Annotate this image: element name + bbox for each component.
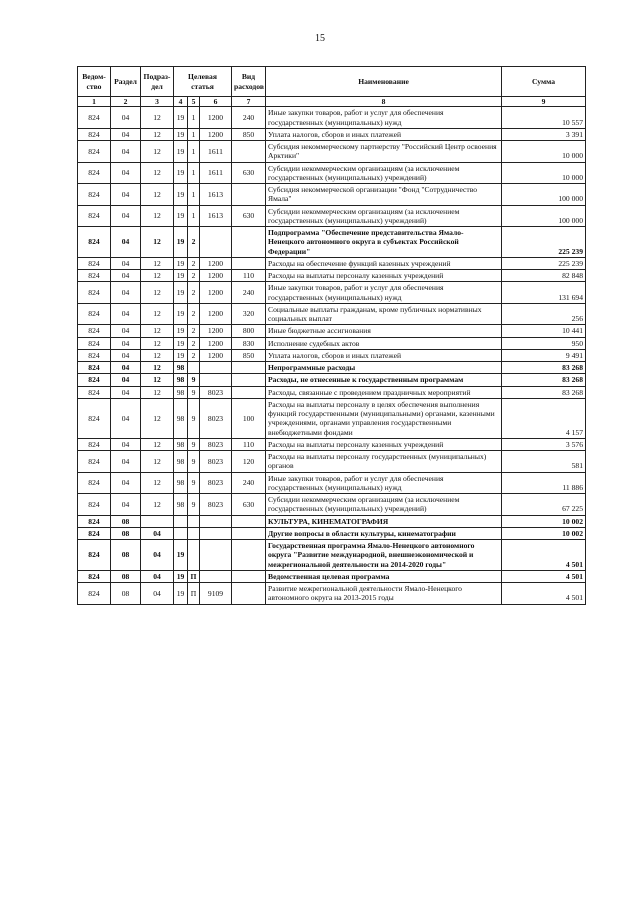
cell-podrazdel: 12 <box>141 162 174 184</box>
col-num-3: 3 <box>141 97 174 107</box>
cell-celevaya-3: 1611 <box>200 141 232 163</box>
cell-celevaya-2 <box>188 540 200 571</box>
cell-vedom: 824 <box>78 570 111 582</box>
cell-celevaya-2: 1 <box>188 141 200 163</box>
table-row <box>78 257 586 269</box>
cell-celevaya-1: 19 <box>174 583 188 605</box>
cell-vedom: 824 <box>78 451 111 473</box>
cell-celevaya-1: 19 <box>174 162 188 184</box>
table-row <box>78 494 586 516</box>
cell-celevaya-2: 9 <box>188 472 200 494</box>
table-row <box>78 349 586 361</box>
col-num-4: 4 <box>174 97 188 107</box>
cell-vedom: 824 <box>78 374 111 386</box>
cell-celevaya-2: 2 <box>188 282 200 304</box>
cell-celevaya-3: 8023 <box>200 398 232 438</box>
cell-vedom: 824 <box>78 162 111 184</box>
table-row <box>78 386 586 398</box>
cell-vid <box>232 570 266 582</box>
cell-razdel: 04 <box>111 282 141 304</box>
cell-name: Субсидии некоммерческим организациям (за исключением государственных (муниципальных) учреждений) <box>266 162 502 184</box>
col-num-1: 1 <box>78 97 111 107</box>
cell-podrazdel: 12 <box>141 349 174 361</box>
cell-podrazdel: 12 <box>141 398 174 438</box>
cell-vedom: 824 <box>78 337 111 349</box>
cell-podrazdel: 04 <box>141 583 174 605</box>
cell-razdel: 04 <box>111 303 141 325</box>
cell-vedom: 824 <box>78 270 111 282</box>
cell-sum: 4 501 <box>502 570 586 582</box>
cell-razdel: 08 <box>111 540 141 571</box>
cell-razdel: 04 <box>111 386 141 398</box>
cell-celevaya-2: 2 <box>188 257 200 269</box>
cell-vedom: 824 <box>78 515 111 527</box>
cell-celevaya-1: 19 <box>174 128 188 140</box>
cell-podrazdel: 12 <box>141 107 174 129</box>
table-row <box>78 398 586 438</box>
cell-celevaya-3: 8023 <box>200 451 232 473</box>
table-row <box>78 472 586 494</box>
cell-vedom: 824 <box>78 282 111 304</box>
cell-name: Уплата налогов, сборов и иных платежей <box>266 349 502 361</box>
cell-celevaya-1: 98 <box>174 472 188 494</box>
cell-celevaya-1: 98 <box>174 386 188 398</box>
cell-celevaya-2: 9 <box>188 438 200 450</box>
cell-razdel: 08 <box>111 527 141 539</box>
cell-name: Субсидия некоммерческой организации "Фонд "Сотрудничество Ямала" <box>266 184 502 206</box>
cell-celevaya-1: 19 <box>174 540 188 571</box>
cell-vedom: 824 <box>78 184 111 206</box>
cell-sum: 100 000 <box>502 184 586 206</box>
cell-celevaya-1: 98 <box>174 374 188 386</box>
cell-podrazdel: 12 <box>141 141 174 163</box>
cell-name: Иные бюджетные ассигнования <box>266 325 502 337</box>
table-row <box>78 362 586 374</box>
cell-podrazdel: 12 <box>141 472 174 494</box>
cell-sum: 67 225 <box>502 494 586 516</box>
cell-vedom: 824 <box>78 583 111 605</box>
cell-razdel: 04 <box>111 128 141 140</box>
table-row <box>78 128 586 140</box>
cell-vedom: 824 <box>78 527 111 539</box>
cell-vid: 110 <box>232 438 266 450</box>
cell-celevaya-1: 19 <box>174 337 188 349</box>
cell-sum: 100 000 <box>502 205 586 227</box>
cell-celevaya-2: 9 <box>188 494 200 516</box>
cell-name: КУЛЬТУРА, КИНЕМАТОГРАФИЯ <box>266 515 502 527</box>
cell-podrazdel: 12 <box>141 325 174 337</box>
cell-celevaya-1: 19 <box>174 205 188 227</box>
cell-sum: 10 002 <box>502 527 586 539</box>
cell-vid <box>232 362 266 374</box>
cell-celevaya-2: 2 <box>188 303 200 325</box>
cell-vedom: 824 <box>78 128 111 140</box>
cell-razdel: 04 <box>111 451 141 473</box>
cell-razdel: 04 <box>111 472 141 494</box>
col-num-7: 7 <box>232 97 266 107</box>
header-vedom: Ведом-ство <box>78 67 111 97</box>
cell-celevaya-3: 1200 <box>200 107 232 129</box>
table-row <box>78 438 586 450</box>
cell-vedom: 824 <box>78 303 111 325</box>
cell-vid: 320 <box>232 303 266 325</box>
cell-celevaya-2: 2 <box>188 227 200 258</box>
cell-sum: 131 694 <box>502 282 586 304</box>
cell-vid <box>232 141 266 163</box>
cell-celevaya-1: 19 <box>174 141 188 163</box>
cell-sum: 3 576 <box>502 438 586 450</box>
cell-podrazdel: 12 <box>141 227 174 258</box>
cell-vedom: 824 <box>78 325 111 337</box>
cell-vid: 630 <box>232 494 266 516</box>
cell-sum: 225 239 <box>502 257 586 269</box>
cell-name: Расходы на выплаты персоналу казенных учреждений <box>266 438 502 450</box>
cell-celevaya-1 <box>174 515 188 527</box>
cell-celevaya-2: 9 <box>188 398 200 438</box>
cell-name: Расходы, связанные с проведением праздничных мероприятий <box>266 386 502 398</box>
col-num-8: 8 <box>266 97 502 107</box>
cell-celevaya-3: 1200 <box>200 128 232 140</box>
cell-celevaya-2 <box>188 362 200 374</box>
cell-podrazdel: 12 <box>141 438 174 450</box>
cell-celevaya-3: 8023 <box>200 386 232 398</box>
cell-celevaya-2: 9 <box>188 451 200 473</box>
cell-name: Субсидии некоммерческим организациям (за исключением государственных (муниципальных) учреждений) <box>266 205 502 227</box>
cell-celevaya-2: П <box>188 570 200 582</box>
table-row <box>78 583 586 605</box>
cell-razdel: 04 <box>111 362 141 374</box>
cell-celevaya-3: 8023 <box>200 494 232 516</box>
cell-razdel: 04 <box>111 438 141 450</box>
header-celevaya: Целевая статья <box>174 67 232 97</box>
cell-podrazdel: 12 <box>141 282 174 304</box>
column-number-row <box>78 97 586 107</box>
table-row <box>78 227 586 258</box>
header-razdel: Раздел <box>111 67 141 97</box>
cell-podrazdel: 12 <box>141 270 174 282</box>
cell-vedom: 824 <box>78 227 111 258</box>
cell-podrazdel: 04 <box>141 570 174 582</box>
cell-name: Подпрограмма "Обеспечение представительства Ямало-Ненецкого автономного округа в субъектах Российской Федерации" <box>266 227 502 258</box>
cell-vid: 850 <box>232 128 266 140</box>
cell-sum: 225 239 <box>502 227 586 258</box>
page-number: 15 <box>315 33 325 44</box>
cell-celevaya-3: 1200 <box>200 325 232 337</box>
cell-celevaya-2: 9 <box>188 386 200 398</box>
cell-sum: 3 391 <box>502 128 586 140</box>
cell-razdel: 04 <box>111 398 141 438</box>
cell-name: Расходы на выплаты персоналу в целях обеспечения выполнения функций государственными (муниципальными) органами, казенными учреждениями, органами управления государственными внебюджетными фондами <box>266 398 502 438</box>
cell-sum: 10 557 <box>502 107 586 129</box>
cell-celevaya-3: 1611 <box>200 162 232 184</box>
cell-celevaya-1: 98 <box>174 438 188 450</box>
cell-vedom: 824 <box>78 205 111 227</box>
table-row <box>78 374 586 386</box>
cell-razdel: 04 <box>111 141 141 163</box>
table-row <box>78 270 586 282</box>
table-row <box>78 515 586 527</box>
cell-sum: 83 268 <box>502 386 586 398</box>
cell-celevaya-3: 1200 <box>200 282 232 304</box>
table-row <box>78 451 586 473</box>
cell-name: Уплата налогов, сборов и иных платежей <box>266 128 502 140</box>
cell-sum: 11 886 <box>502 472 586 494</box>
cell-celevaya-1: 98 <box>174 398 188 438</box>
cell-celevaya-2: 1 <box>188 205 200 227</box>
cell-celevaya-3 <box>200 515 232 527</box>
cell-vedom: 824 <box>78 362 111 374</box>
cell-celevaya-1 <box>174 527 188 539</box>
cell-podrazdel: 12 <box>141 451 174 473</box>
header-row <box>78 67 586 97</box>
cell-sum: 4 501 <box>502 583 586 605</box>
cell-celevaya-1: 19 <box>174 282 188 304</box>
cell-celevaya-3 <box>200 527 232 539</box>
cell-name: Государственная программа Ямало-Ненецкого автономного округа "Развитие международной, внешнеэкономической и межрегиональной деятельности на 2014-2020 годы" <box>266 540 502 571</box>
cell-sum: 10 000 <box>502 162 586 184</box>
cell-name: Развитие межрегиональной деятельности Ямало-Ненецкого автономного округа на 2013-2015 годы <box>266 583 502 605</box>
cell-sum: 4 157 <box>502 398 586 438</box>
cell-celevaya-3: 1200 <box>200 257 232 269</box>
cell-vid: 100 <box>232 398 266 438</box>
cell-razdel: 04 <box>111 374 141 386</box>
cell-sum: 10 002 <box>502 515 586 527</box>
cell-sum: 950 <box>502 337 586 349</box>
cell-celevaya-3: 8023 <box>200 438 232 450</box>
cell-vid <box>232 540 266 571</box>
cell-name: Расходы, не отнесенные к государственным программам <box>266 374 502 386</box>
header-podrazdel: Подраз-дел <box>141 67 174 97</box>
cell-celevaya-1: 98 <box>174 494 188 516</box>
cell-vid: 120 <box>232 451 266 473</box>
cell-celevaya-3: 1200 <box>200 270 232 282</box>
col-num-9: 9 <box>502 97 586 107</box>
cell-celevaya-1: 19 <box>174 227 188 258</box>
cell-name: Иные закупки товаров, работ и услуг для обеспечения государственных (муниципальных) нужд <box>266 472 502 494</box>
cell-celevaya-2: 2 <box>188 349 200 361</box>
cell-name: Иные закупки товаров, работ и услуг для обеспечения государственных (муниципальных) нужд <box>266 107 502 129</box>
cell-razdel: 04 <box>111 257 141 269</box>
cell-razdel: 08 <box>111 583 141 605</box>
cell-vid: 240 <box>232 282 266 304</box>
col-num-6: 6 <box>200 97 232 107</box>
cell-sum: 83 268 <box>502 362 586 374</box>
cell-vid <box>232 227 266 258</box>
cell-celevaya-3 <box>200 570 232 582</box>
cell-celevaya-3: 1613 <box>200 205 232 227</box>
cell-celevaya-2: 1 <box>188 128 200 140</box>
cell-celevaya-2: 9 <box>188 374 200 386</box>
cell-celevaya-1: 98 <box>174 451 188 473</box>
cell-name: Другие вопросы в области культуры, кинематографии <box>266 527 502 539</box>
cell-sum: 83 268 <box>502 374 586 386</box>
cell-sum: 581 <box>502 451 586 473</box>
cell-podrazdel: 12 <box>141 494 174 516</box>
cell-celevaya-3: 1613 <box>200 184 232 206</box>
table-row <box>78 337 586 349</box>
cell-podrazdel <box>141 515 174 527</box>
cell-vedom: 824 <box>78 349 111 361</box>
cell-celevaya-2: 1 <box>188 162 200 184</box>
cell-celevaya-2: П <box>188 583 200 605</box>
cell-vid: 800 <box>232 325 266 337</box>
cell-podrazdel: 12 <box>141 184 174 206</box>
cell-razdel: 04 <box>111 325 141 337</box>
cell-podrazdel: 12 <box>141 337 174 349</box>
table-row <box>78 107 586 129</box>
cell-name: Исполнение судебных актов <box>266 337 502 349</box>
cell-sum: 82 848 <box>502 270 586 282</box>
cell-vid: 850 <box>232 349 266 361</box>
cell-celevaya-3 <box>200 362 232 374</box>
cell-podrazdel: 04 <box>141 540 174 571</box>
cell-vid <box>232 515 266 527</box>
cell-vedom: 824 <box>78 494 111 516</box>
cell-razdel: 04 <box>111 349 141 361</box>
cell-podrazdel: 12 <box>141 128 174 140</box>
cell-celevaya-3: 1200 <box>200 337 232 349</box>
cell-podrazdel: 12 <box>141 205 174 227</box>
header-naim: Наименование <box>266 67 502 97</box>
cell-vedom: 824 <box>78 398 111 438</box>
cell-vid: 240 <box>232 472 266 494</box>
cell-celevaya-1: 19 <box>174 303 188 325</box>
cell-sum: 10 441 <box>502 325 586 337</box>
cell-sum: 4 501 <box>502 540 586 571</box>
cell-celevaya-1: 19 <box>174 349 188 361</box>
cell-celevaya-3 <box>200 540 232 571</box>
cell-celevaya-1: 19 <box>174 257 188 269</box>
cell-celevaya-2: 1 <box>188 107 200 129</box>
header-vid: Вид расходов <box>232 67 266 97</box>
cell-celevaya-2: 2 <box>188 270 200 282</box>
cell-vedom: 824 <box>78 141 111 163</box>
cell-podrazdel: 12 <box>141 386 174 398</box>
cell-celevaya-3: 9109 <box>200 583 232 605</box>
cell-vid <box>232 527 266 539</box>
cell-razdel: 04 <box>111 162 141 184</box>
cell-podrazdel: 12 <box>141 303 174 325</box>
cell-vid: 110 <box>232 270 266 282</box>
cell-celevaya-1: 19 <box>174 570 188 582</box>
table-row <box>78 141 586 163</box>
cell-celevaya-3 <box>200 374 232 386</box>
cell-celevaya-2: 1 <box>188 184 200 206</box>
cell-name: Расходы на обеспечение функций казенных учреждений <box>266 257 502 269</box>
table-row <box>78 527 586 539</box>
cell-celevaya-3: 8023 <box>200 472 232 494</box>
cell-vedom: 824 <box>78 438 111 450</box>
cell-celevaya-1: 98 <box>174 362 188 374</box>
cell-razdel: 04 <box>111 205 141 227</box>
cell-razdel: 08 <box>111 515 141 527</box>
col-num-2: 2 <box>111 97 141 107</box>
cell-vedom: 824 <box>78 107 111 129</box>
cell-razdel: 04 <box>111 184 141 206</box>
cell-name: Расходы на выплаты персоналу казенных учреждений <box>266 270 502 282</box>
cell-name: Социальные выплаты гражданам, кроме публичных нормативных социальных выплат <box>266 303 502 325</box>
cell-vedom: 824 <box>78 257 111 269</box>
cell-podrazdel: 12 <box>141 257 174 269</box>
cell-podrazdel: 12 <box>141 362 174 374</box>
cell-name: Расходы на выплаты персоналу государственных (муниципальных) органов <box>266 451 502 473</box>
cell-vid <box>232 374 266 386</box>
cell-vid <box>232 184 266 206</box>
cell-celevaya-1: 19 <box>174 270 188 282</box>
table-row <box>78 325 586 337</box>
cell-razdel: 04 <box>111 227 141 258</box>
cell-razdel: 04 <box>111 337 141 349</box>
budget-table <box>77 66 586 605</box>
cell-celevaya-2: 2 <box>188 325 200 337</box>
cell-vid: 630 <box>232 162 266 184</box>
cell-razdel: 08 <box>111 570 141 582</box>
cell-vid <box>232 583 266 605</box>
table-row <box>78 303 586 325</box>
cell-razdel: 04 <box>111 270 141 282</box>
col-num-5: 5 <box>188 97 200 107</box>
table-row <box>78 282 586 304</box>
cell-celevaya-2 <box>188 527 200 539</box>
cell-celevaya-3: 1200 <box>200 303 232 325</box>
cell-razdel: 04 <box>111 494 141 516</box>
cell-vid: 830 <box>232 337 266 349</box>
cell-vid: 630 <box>232 205 266 227</box>
cell-celevaya-1: 19 <box>174 325 188 337</box>
cell-vid <box>232 257 266 269</box>
cell-celevaya-2 <box>188 515 200 527</box>
table-row <box>78 184 586 206</box>
cell-vid <box>232 386 266 398</box>
table-row <box>78 205 586 227</box>
cell-name: Субсидии некоммерческим организациям (за исключением государственных (муниципальных) учреждений) <box>266 494 502 516</box>
table-row <box>78 540 586 571</box>
cell-name: Непрограммные расходы <box>266 362 502 374</box>
cell-name: Ведомственная целевая программа <box>266 570 502 582</box>
cell-podrazdel: 12 <box>141 374 174 386</box>
cell-vedom: 824 <box>78 540 111 571</box>
cell-name: Иные закупки товаров, работ и услуг для обеспечения государственных (муниципальных) нужд <box>266 282 502 304</box>
cell-sum: 10 000 <box>502 141 586 163</box>
cell-podrazdel: 04 <box>141 527 174 539</box>
cell-vedom: 824 <box>78 386 111 398</box>
cell-vid: 240 <box>232 107 266 129</box>
cell-vedom: 824 <box>78 472 111 494</box>
table-row <box>78 570 586 582</box>
cell-celevaya-1: 19 <box>174 184 188 206</box>
cell-celevaya-2: 2 <box>188 337 200 349</box>
cell-celevaya-1: 19 <box>174 107 188 129</box>
cell-sum: 9 491 <box>502 349 586 361</box>
cell-celevaya-3: 1200 <box>200 349 232 361</box>
table-body <box>78 107 586 604</box>
table-row <box>78 162 586 184</box>
cell-sum: 256 <box>502 303 586 325</box>
cell-razdel: 04 <box>111 107 141 129</box>
cell-name: Субсидия некоммерческому партнерству "Российский Центр освоения Арктики" <box>266 141 502 163</box>
cell-celevaya-3 <box>200 227 232 258</box>
header-summa: Сумма <box>502 67 586 97</box>
